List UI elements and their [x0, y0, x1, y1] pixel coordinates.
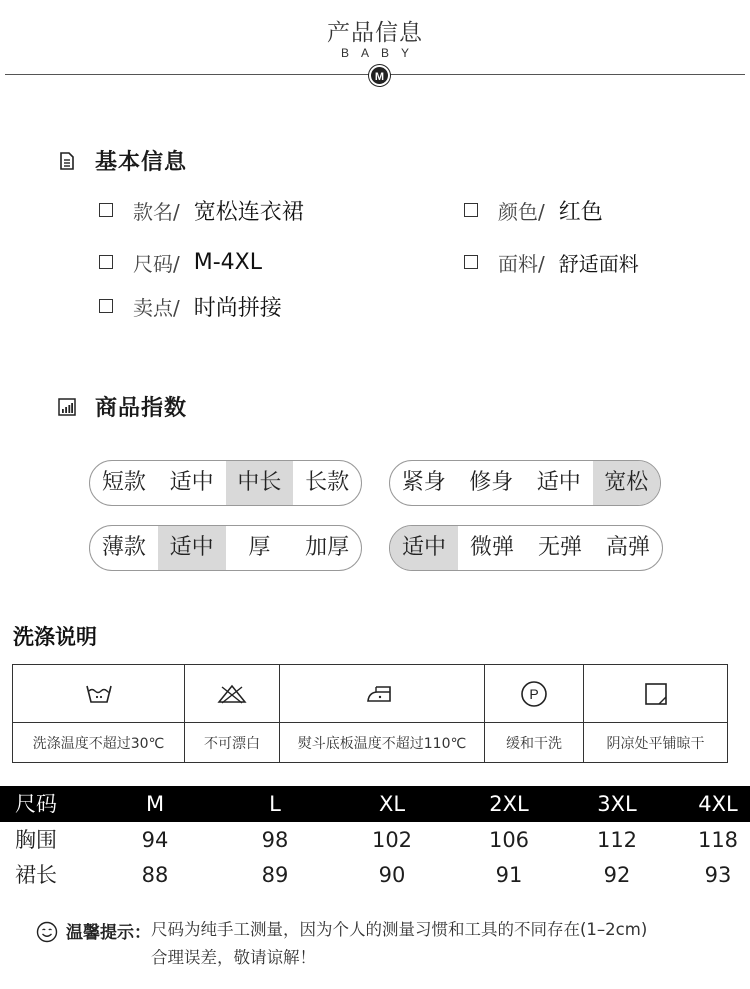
size-cell: 91 — [495, 863, 523, 887]
size-cell: 93 — [704, 863, 732, 887]
index-heading — [57, 391, 187, 422]
index-length — [89, 460, 362, 506]
size-header-cell: 4XL — [698, 792, 738, 816]
page-title: 产品信息 — [327, 20, 423, 46]
size-cell: 88 — [141, 863, 169, 887]
wash-caption: 熨斗底板温度不超过110℃ — [297, 735, 467, 752]
basic-info-heading — [57, 145, 187, 176]
wash-caption: 不可漂白 — [204, 735, 260, 752]
info-label: 卖点/ — [133, 295, 180, 320]
wash-item — [280, 665, 485, 762]
index-thickness — [89, 525, 362, 571]
index-fit — [389, 460, 661, 506]
info-value: 时尚拼接 — [193, 295, 282, 321]
index-option: 加厚 — [305, 535, 350, 560]
size-header-cell: M — [145, 792, 165, 816]
wash-item — [584, 665, 727, 762]
bar-chart-icon — [57, 397, 77, 417]
index-option-selected: 中长 — [226, 461, 294, 505]
size-cell: 106 — [488, 828, 530, 852]
index-option: 适中 — [169, 470, 214, 495]
tip-body — [151, 916, 647, 972]
checkbox-icon — [464, 255, 478, 269]
document-icon — [57, 151, 77, 171]
index-option: 薄款 — [101, 535, 146, 560]
page-subtitle: BABY — [340, 46, 421, 60]
info-item-size — [99, 247, 262, 277]
size-header-cell: 2XL — [489, 792, 529, 816]
info-item-fabric — [464, 247, 639, 277]
size-cell: 98 — [261, 828, 289, 852]
info-item-style — [99, 195, 304, 225]
size-cell: 118 — [697, 828, 739, 852]
size-cell: 90 — [378, 863, 406, 887]
table-row — [0, 857, 750, 893]
tip-line: 合理误差，敬请谅解！ — [151, 948, 316, 967]
wash-caption: 阴凉处平铺晾干 — [606, 735, 705, 752]
checkbox-icon — [464, 203, 478, 217]
size-header-cell: 尺码 — [15, 792, 57, 816]
wash-title: 洗涤说明 — [13, 625, 97, 649]
wash-caption: 洗涤温度不超过30℃ — [32, 735, 165, 752]
info-label: 颜色/ — [498, 199, 545, 224]
index-option: 紧身 — [401, 470, 446, 495]
checkbox-icon — [99, 299, 113, 313]
info-value: 红色 — [558, 199, 603, 225]
size-cell: 裙长 — [15, 863, 57, 887]
wash-table — [12, 664, 728, 763]
wash-item — [13, 665, 185, 762]
info-label: 款名/ — [133, 199, 180, 224]
size-header-cell: XL — [378, 792, 406, 816]
index-option-selected: 宽松 — [593, 461, 661, 505]
index-option: 修身 — [469, 470, 514, 495]
basic-info-title: 基本信息 — [95, 150, 188, 175]
index-option-selected: 适中 — [390, 526, 458, 570]
info-item-color — [464, 195, 603, 225]
index-option: 微弹 — [469, 535, 514, 560]
index-option: 无弹 — [537, 535, 582, 560]
info-value: M-4XL — [193, 249, 262, 275]
index-title: 商品指数 — [95, 396, 188, 421]
size-cell: 92 — [603, 863, 631, 887]
tip-line: 尺码为纯手工测量，因为个人的测量习惯和工具的不同存在(1–2cm) — [151, 920, 648, 939]
shade-dry-icon — [643, 681, 669, 707]
index-option-selected: 适中 — [158, 526, 226, 570]
size-cell: 112 — [596, 828, 638, 852]
index-option: 厚 — [248, 535, 271, 560]
info-label: 尺码/ — [133, 251, 180, 276]
iron-icon — [366, 683, 398, 705]
wash-tub-icon — [85, 682, 113, 706]
svg-text:P: P — [529, 685, 539, 702]
size-cell: 89 — [261, 863, 289, 887]
info-value: 宽松连衣裙 — [193, 199, 304, 225]
dry-clean-p-icon — [520, 680, 548, 708]
index-option: 短款 — [101, 470, 146, 495]
wash-item — [185, 665, 280, 762]
table-row — [0, 822, 750, 858]
index-option: 长款 — [305, 470, 350, 495]
index-option: 高弹 — [605, 535, 650, 560]
tip-note — [36, 918, 647, 972]
size-header-cell: 3XL — [597, 792, 637, 816]
tip-label: 温馨提示： — [66, 923, 151, 943]
header-badge: M — [369, 65, 390, 86]
size-header-cell: L — [269, 792, 281, 816]
checkbox-icon — [99, 255, 113, 269]
info-value: 舒适面料 — [558, 251, 639, 276]
size-cell: 102 — [371, 828, 413, 852]
no-bleach-icon — [217, 683, 247, 705]
size-cell: 94 — [141, 828, 169, 852]
size-cell: 胸围 — [15, 828, 57, 852]
index-option: 适中 — [536, 470, 581, 495]
size-table-header — [0, 786, 750, 822]
smile-icon — [36, 921, 58, 943]
index-elasticity — [389, 525, 663, 571]
info-label: 面料/ — [498, 251, 545, 276]
info-item-selling-point — [99, 291, 282, 321]
wash-item — [485, 665, 584, 762]
wash-caption: 缓和干洗 — [506, 735, 562, 752]
checkbox-icon — [99, 203, 113, 217]
